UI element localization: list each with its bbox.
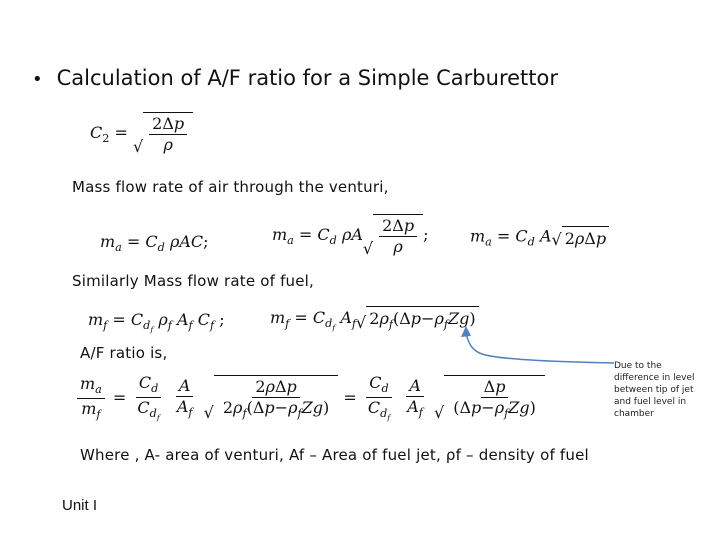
slide-title-text: Calculation of A/F ratio for a Simple Carburettor bbox=[56, 66, 558, 90]
bullet-icon: • bbox=[32, 69, 43, 90]
annotation-arrow bbox=[440, 320, 620, 380]
mass-flow-fuel-label: Similarly Mass flow rate of fuel, bbox=[72, 272, 315, 290]
annotation-note: Due to the difference in level between tip of jet and fuel level in chamber bbox=[614, 361, 695, 419]
unit-label: Unit I bbox=[62, 497, 98, 514]
equation-c2: $C_2$ = √ $\frac{2\Delta p}{\rho}$ bbox=[90, 112, 193, 155]
equation-air-flow-3: $m_a = C_d$ A √ 2ρΔp bbox=[470, 226, 609, 249]
equation-fuel-flow-2: $m_f = C_{d_f}$ $A_f$ √ $2\rho_f(\Delta p-\rho_fZg)$ bbox=[270, 306, 479, 333]
mass-flow-air-label: Mass flow rate of air through the venturi, bbox=[72, 178, 389, 196]
slide-title bbox=[32, 66, 558, 90]
equation-af-ratio: $\frac{m_a}{m_f}$ = $\frac{C_d}{C_{d_f}}$ $\frac{A}{A_f}$ √ $\frac{\text{2ρΔp}}{2\rho_f(\Delta p-\rho_fZg)}$ = $\frac{C_d}{C_{d_f}}$ $\frac{A}{A_f}$ √ $\frac{\Delta p}{(\Delta p-\rho_fZg)}$ bbox=[74, 374, 545, 423]
equation-fuel-flow-1: $m_f = C_{d_f}$ $\rho_f$ $A_f$ $C_f$ ; bbox=[88, 310, 225, 335]
equation-air-flow-1: $m_a = C_d$ ρAC; bbox=[100, 232, 209, 255]
where-definitions: Where , A- area of venturi, Af – Area of fuel jet, ρf – density of fuel bbox=[80, 446, 589, 464]
af-ratio-label: A/F ratio is, bbox=[80, 344, 168, 362]
equation-air-flow-2: $m_a = C_d$ ρA √ $\frac{2\Delta p}{\rho}$ ; bbox=[272, 216, 429, 258]
